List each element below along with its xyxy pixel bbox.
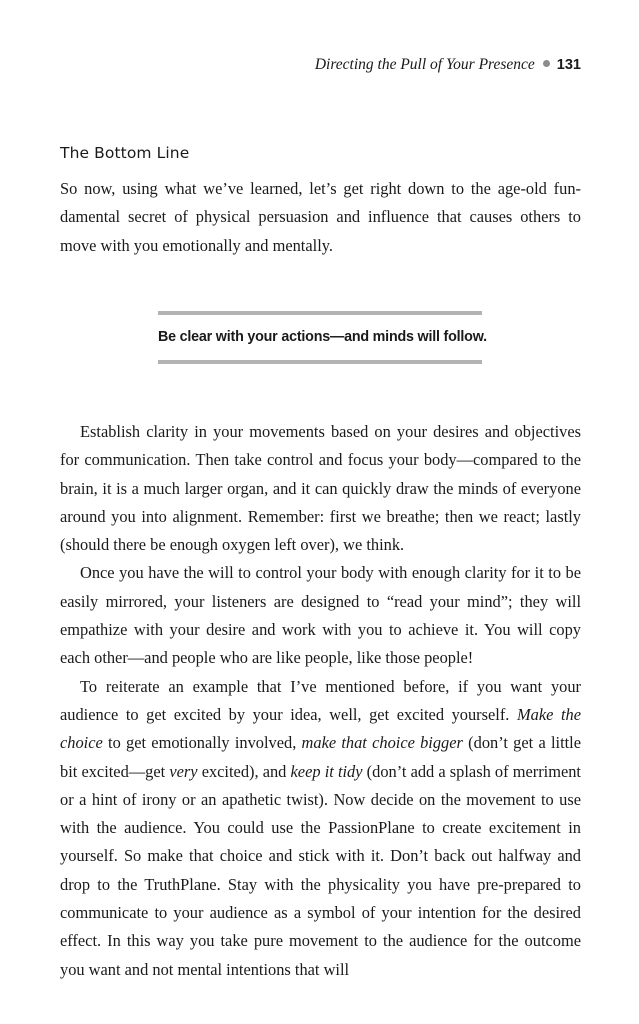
paragraph-1: Establish clarity in your movements based on your desires and objectives for communication. Then take control and focus your body—compared to the brain, it is a much larger organ, and it can quickly draw the minds of everyone around you into alignment. Remember: first we breathe; then we react; lastly (should there be enough oxygen left over), we think. bbox=[60, 422, 581, 555]
bullet-dot-icon bbox=[543, 60, 550, 67]
pull-quote-text: Be clear with your actions—and minds will follow. bbox=[158, 329, 487, 345]
paragraph-3-emphasis: very bbox=[169, 761, 198, 781]
paragraph-3-text: (don’t get a little bit excited—get bbox=[60, 733, 582, 781]
paragraph-2: Once you have the will to control your body with enough clarity for it to be easily mirrored, your listeners are designed to “read your mind”; they will empathize with your desire and work with you to achieve it. You will copy each other—and people who are like people, like those people! bbox=[60, 563, 581, 668]
paragraph-3-emphasis: make that choice bigger bbox=[301, 733, 463, 753]
pull-quote-bottom-rule bbox=[158, 360, 482, 364]
paragraph-3-text: (don’t add a splash of merriment or a hint of irony or an apathetic twist). Now decide on the movement to use with the audience. You could use the PassionPlane to create excitement in yourself. So make that choice and stick with it. Don’t back out halfway and drop to the TruthPlane. Stay with the physicality you have pre-prepared to communicate to your audience as a symbol of your intention for the desired effect. In this way you take pure movement to the audience for the outcome you want and not mental intentions that will bbox=[60, 761, 581, 979]
pull-quote-box bbox=[158, 311, 487, 364]
intro-paragraph: So now, using what we’ve learned, let’s get right down to the age-old fundamental secret of physical persuasion and influence that causes others to move with you emotionally and mentally. bbox=[60, 179, 581, 255]
paragraph-3-emphasis: keep it tidy bbox=[290, 761, 363, 781]
paragraph-3 bbox=[60, 673, 581, 984]
page-number: 131 bbox=[556, 57, 581, 73]
paragraph-3-text: excited), and bbox=[197, 761, 291, 781]
intro-block bbox=[60, 175, 581, 260]
running-head-title: Directing the Pull of Your Presence bbox=[314, 56, 535, 73]
body-text bbox=[60, 418, 581, 984]
paragraph-3-text: to get emotionally involved, bbox=[102, 733, 302, 753]
paragraph-3-text: To reiterate an example that I’ve mentioned before, if you want your audience to get excited by your idea, well, get excited yourself. bbox=[60, 676, 581, 724]
paragraph-3-emphasis: Make the choice bbox=[60, 704, 581, 753]
section-heading: The Bottom Line bbox=[60, 144, 190, 162]
running-head bbox=[315, 56, 581, 74]
